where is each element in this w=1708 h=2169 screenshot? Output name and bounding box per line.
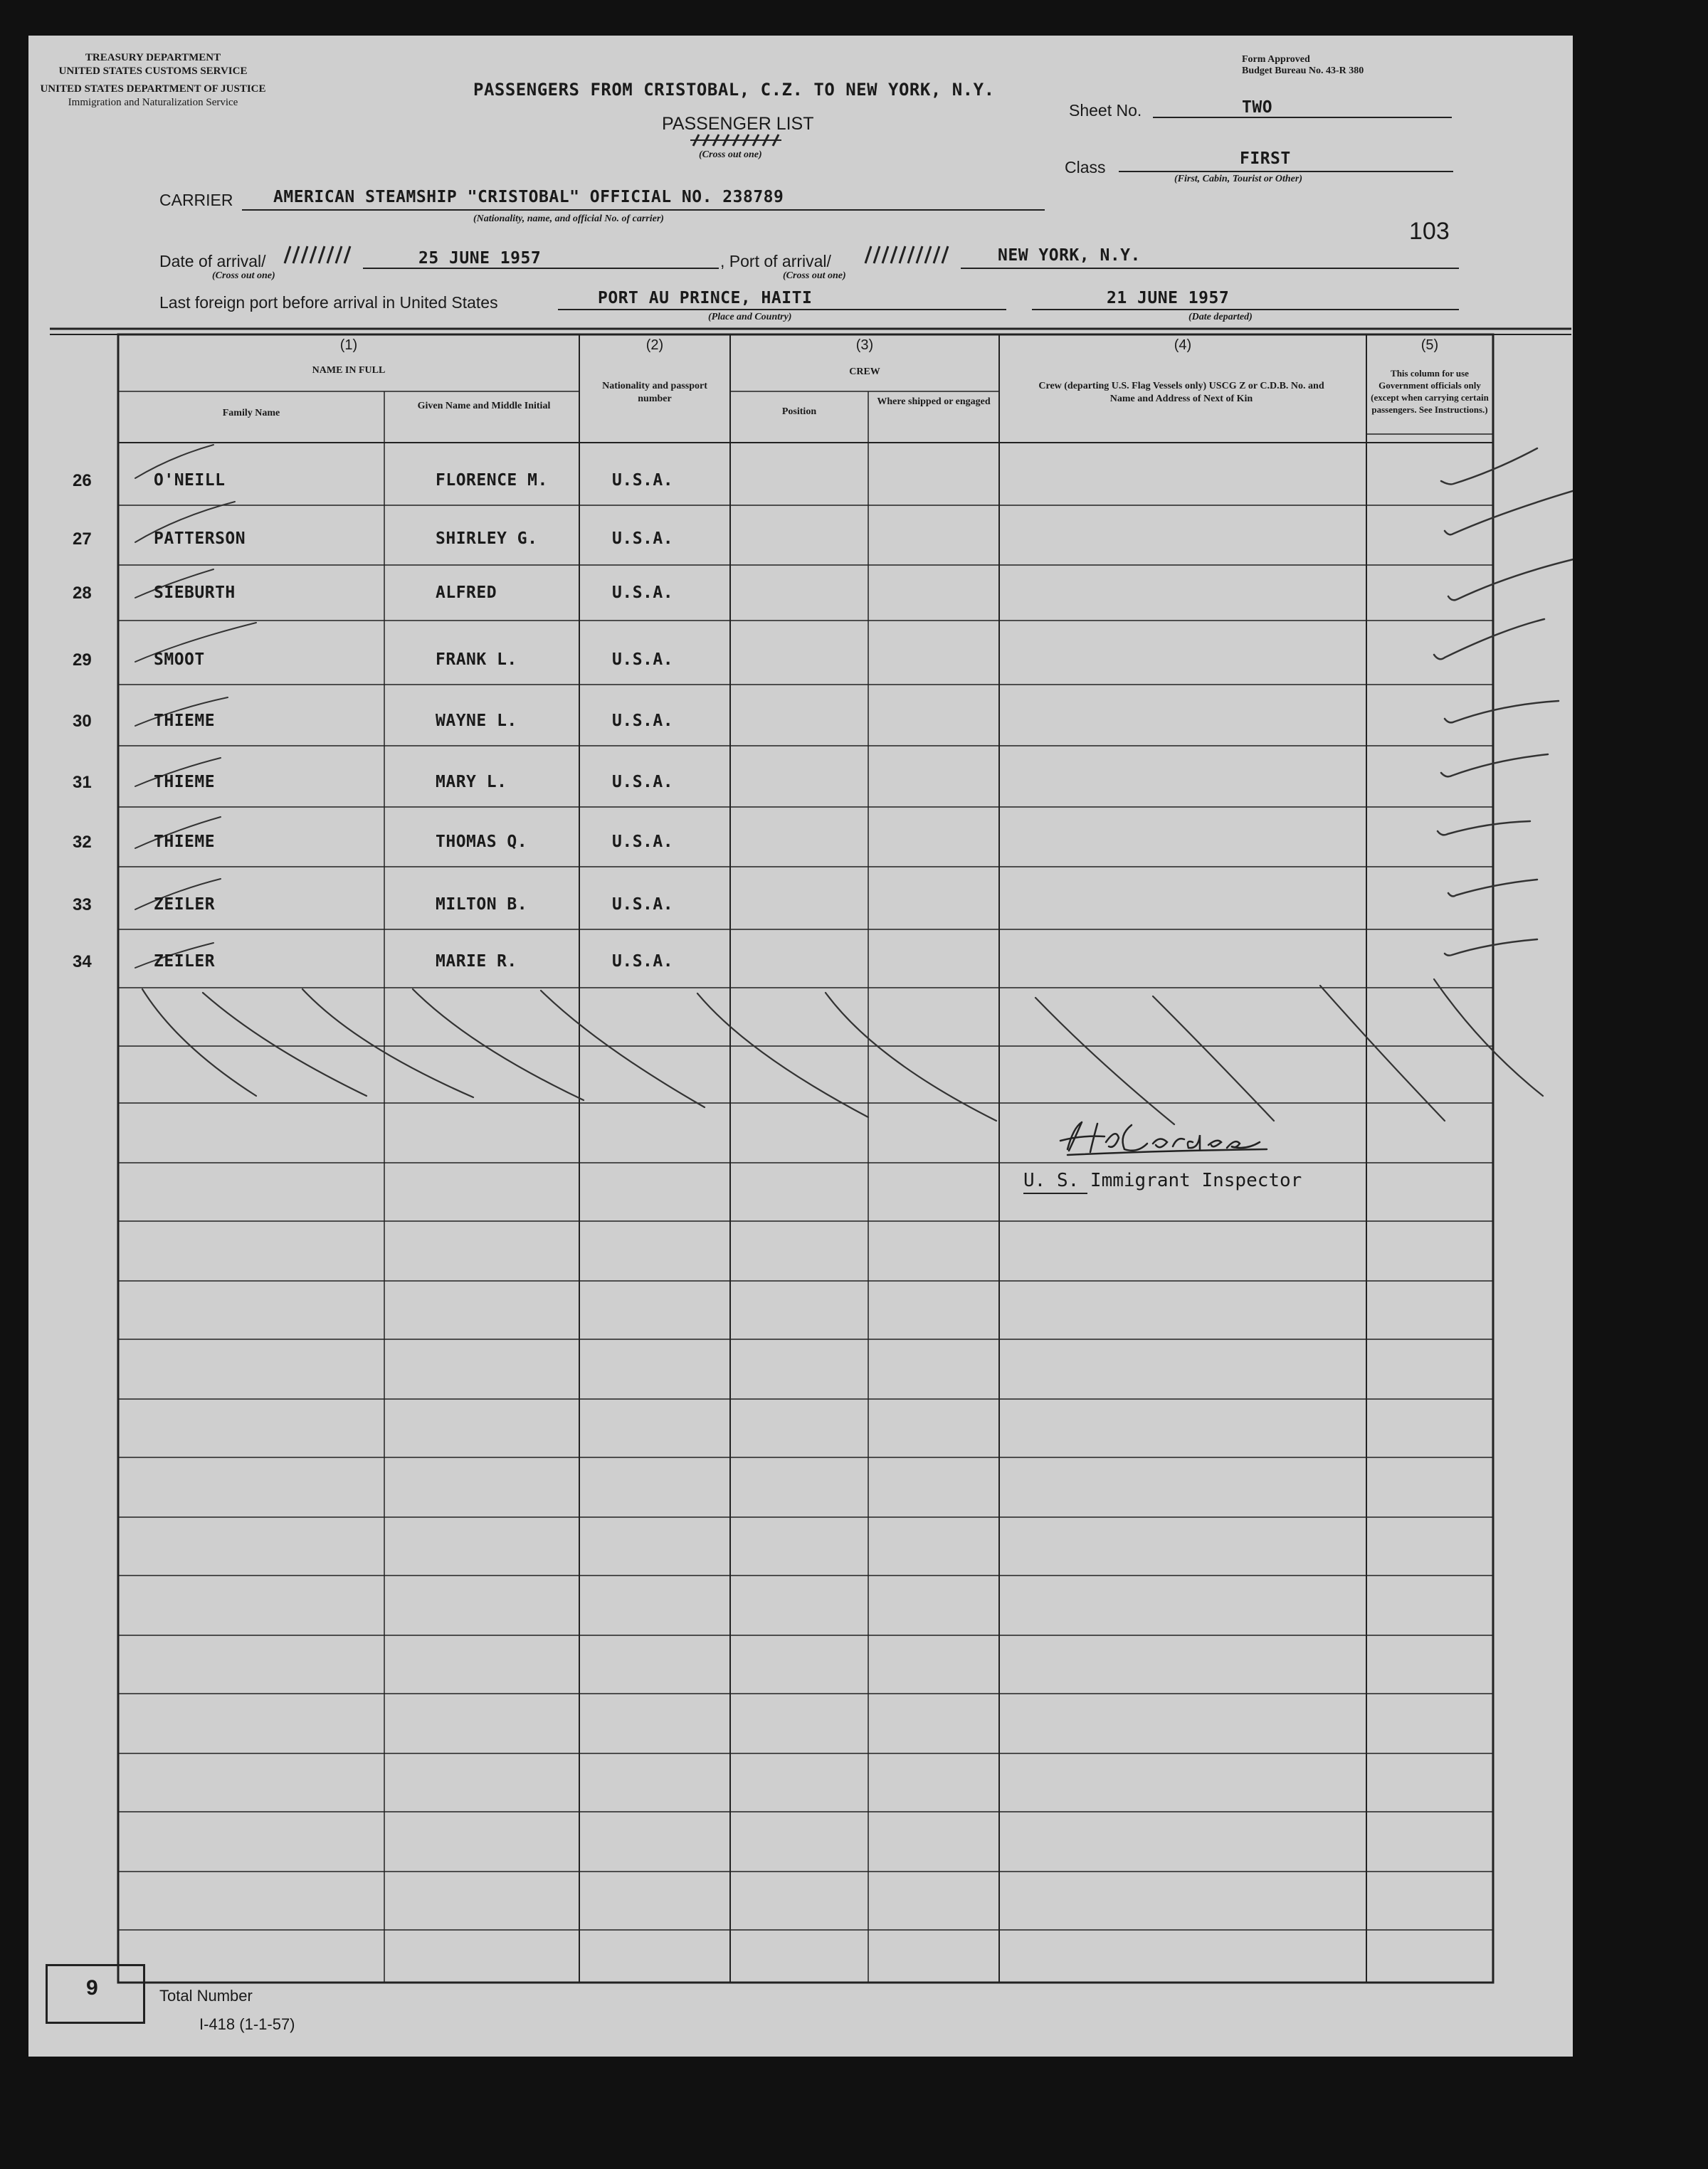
given-name-cell: MARIE R. [436, 952, 517, 971]
last-port-note: (Place and Country) [708, 312, 792, 322]
family-name-header: Family Name [222, 408, 280, 418]
port-value: NEW YORK, N.Y. [998, 246, 1141, 265]
nationality-cell: U.S.A. [612, 773, 674, 791]
port-label: , Port of arrival/ [720, 252, 831, 270]
check-marks [1434, 448, 1573, 956]
crew-header: CREW [849, 366, 880, 377]
list-type-note: (Cross out one) [699, 149, 762, 160]
agency-line: Immigration and Naturalization Service [68, 97, 238, 108]
given-name-cell: ALFRED [436, 584, 497, 602]
family-name-cell: PATTERSON [154, 529, 246, 548]
date-departed-note: (Date departed) [1188, 312, 1253, 322]
family-name-cell: THIEME [154, 773, 216, 791]
row-number: 32 [73, 833, 92, 852]
given-name-cell: FRANK L. [436, 650, 517, 669]
inspector-title: U. S. Immigrant Inspector [1023, 1170, 1302, 1191]
given-name-cell: WAYNE L. [436, 712, 517, 730]
nationality-cell: U.S.A. [612, 712, 674, 730]
total-number-value: 9 [86, 1976, 98, 2000]
nationality-cell: U.S.A. [612, 952, 674, 971]
government-use-header: This column for use Government officials only (except when carrying certain passengers. See Instructions.) [1371, 368, 1489, 415]
family-name-cell: ZEILER [154, 895, 216, 914]
crew-next-of-kin-header: Crew (departing U.S. Flag Vessels only) USCG Z or C.D.B. No. and Name and Address of Next of Kin [1038, 381, 1324, 404]
inspector-underline [1023, 1193, 1087, 1194]
nationality-cell: U.S.A. [612, 529, 674, 548]
class-label: Class [1065, 158, 1106, 176]
class-note: (First, Cabin, Tourist or Other) [1174, 174, 1302, 184]
row-number: 33 [73, 895, 92, 914]
sheet-value: TWO [1242, 98, 1273, 117]
date-value: 25 JUNE 1957 [418, 249, 542, 268]
carrier-note: (Nationality, name, and official No. of carrier) [473, 213, 664, 224]
agency-line: UNITED STATES CUSTOMS SERVICE [58, 65, 248, 77]
agency-line: UNITED STATES DEPARTMENT OF JUSTICE [40, 83, 266, 95]
total-number-box [46, 1964, 145, 2024]
given-name-cell: SHIRLEY G. [436, 529, 538, 548]
column-2-number: (2) [645, 337, 664, 353]
family-name-cell: O'NEILL [154, 471, 226, 490]
nationality-cell: U.S.A. [612, 650, 674, 669]
family-name-cell: SIEBURTH [154, 584, 236, 602]
given-name-cell: FLORENCE M. [436, 471, 548, 490]
column-4-number: (4) [1174, 337, 1192, 353]
row-number: 27 [73, 529, 92, 549]
sheet-label: Sheet No. [1069, 101, 1142, 120]
form-id: I-418 (1-1-57) [199, 2015, 295, 2033]
date-note: (Cross out one) [212, 270, 275, 281]
nationality-header: Nationality and passport number [602, 381, 707, 404]
column-1-number: (1) [339, 337, 358, 353]
carrier-label: CARRIER [159, 191, 233, 209]
family-name-cell: THIEME [154, 712, 216, 730]
given-name-header: Given Name and Middle Initial [417, 401, 551, 411]
row-number: 31 [73, 773, 92, 792]
agency-line: TREASURY DEPARTMENT [85, 52, 221, 63]
name-tick-strokes [135, 445, 256, 968]
row-number: 26 [73, 471, 92, 490]
port-note: (Cross out one) [783, 270, 846, 281]
row-number: 29 [73, 650, 92, 670]
last-port-label: Last foreign port before arrival in United States [159, 293, 498, 312]
nationality-cell: U.S.A. [612, 895, 674, 914]
row-number: 34 [73, 952, 92, 971]
row-number: 28 [73, 584, 92, 603]
last-port-value: PORT AU PRINCE, HAITI [598, 289, 813, 307]
where-shipped-header: Where shipped or engaged [877, 396, 991, 407]
date-departed-value: 21 JUNE 1957 [1107, 289, 1230, 307]
given-name-cell: MARY L. [436, 773, 507, 791]
family-name-cell: THIEME [154, 833, 216, 851]
passenger-list-sheet [28, 36, 1573, 2057]
class-value: FIRST [1240, 149, 1291, 168]
nationality-cell: U.S.A. [612, 471, 674, 490]
form-approved-line: Form Approved [1242, 54, 1310, 65]
column-1-title: NAME IN FULL [312, 365, 386, 376]
page-number: 103 [1409, 218, 1450, 245]
nationality-cell: U.S.A. [612, 584, 674, 602]
row-number: 30 [73, 712, 92, 731]
nationality-cell: U.S.A. [612, 833, 674, 851]
family-name-cell: ZEILER [154, 952, 216, 971]
list-type-label: PASSENGER LIST [662, 114, 814, 134]
date-label: Date of arrival/ [159, 252, 266, 270]
route-title: PASSENGERS FROM CRISTOBAL, C.Z. TO NEW YORK, N.Y. [473, 80, 995, 100]
given-name-cell: MILTON B. [436, 895, 528, 914]
column-5-number: (5) [1420, 337, 1439, 353]
carrier-value: AMERICAN STEAMSHIP "CRISTOBAL" OFFICIAL NO. 238789 [273, 188, 784, 206]
column-3-number: (3) [855, 337, 874, 353]
given-name-cell: THOMAS Q. [436, 833, 528, 851]
form-approved-line: Budget Bureau No. 43-R 380 [1242, 65, 1364, 76]
family-name-cell: SMOOT [154, 650, 205, 669]
inspector-signature [1053, 1107, 1352, 1163]
total-number-label: Total Number [159, 1987, 253, 2005]
position-header: Position [781, 406, 817, 417]
